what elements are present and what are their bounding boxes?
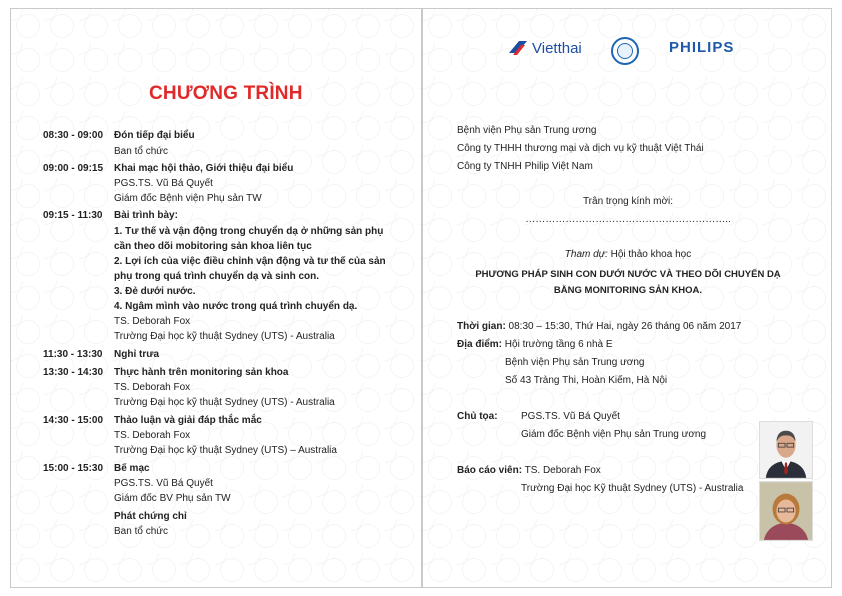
event-title-line1: PHƯƠNG PHÁP SINH CON DƯỚI NƯỚC VÀ THEO DÕI CHUYỂN DẠ xyxy=(475,269,781,280)
agenda-line: Ban tổ chức xyxy=(114,526,168,537)
agenda-heading: Nghỉ trưa xyxy=(114,349,160,360)
greeting: Trân trọng kính mời: xyxy=(582,196,674,207)
time-slot: 14:30 - 15:00 xyxy=(43,415,104,426)
agenda-heading: Phát chứng chỉ xyxy=(114,511,187,522)
agenda-line: TS. Deborah Fox xyxy=(114,382,191,393)
time-slot: 08:30 - 09:00 xyxy=(43,130,104,141)
vietthai-wordmark: Vietthai xyxy=(532,39,582,57)
hospital-seal-icon xyxy=(611,37,639,65)
agenda-line: TS. Deborah Fox xyxy=(114,430,191,441)
speaker-label: Báo cáo viên: xyxy=(457,465,523,476)
host-line: Công ty THHH thương mại và dịch vụ kỹ thuật Việt Thái xyxy=(457,143,704,154)
agenda-line: PGS.TS. Vũ Bá Quyết xyxy=(114,478,213,489)
speaker-role: Trường Đại học Kỹ thuật Sydney (UTS) - Australia xyxy=(521,483,744,494)
agenda-line: TS. Deborah Fox xyxy=(114,316,191,327)
time-slot: 09:00 - 09:15 xyxy=(43,163,104,174)
chair-label: Chủ tọa: xyxy=(457,411,498,422)
chair-portrait xyxy=(759,421,813,479)
attend-value: Hội thảo khoa học xyxy=(607,249,692,260)
place-label: Địa điểm: xyxy=(457,339,503,350)
speaker-name: TS. Deborah Fox xyxy=(522,465,601,476)
attend-line xyxy=(423,247,833,263)
agenda-heading: Khai mạc hội thảo, Giới thiệu đại biểu xyxy=(114,163,294,174)
agenda-line: 3. Đẻ dưới nước. xyxy=(114,286,196,297)
host-line: Bệnh viện Phụ sản Trung ương xyxy=(457,125,597,136)
place-line: Số 43 Tràng Thi, Hoàn Kiếm, Hà Nội xyxy=(505,375,668,386)
chair-name: PGS.TS. Vũ Bá Quyết xyxy=(521,411,620,422)
agenda-heading: Thực hành trên monitoring sản khoa xyxy=(114,367,289,378)
vietthai-logo xyxy=(507,39,582,57)
time-slot: 13:30 - 14:30 xyxy=(43,367,104,378)
invitation-page xyxy=(422,8,832,588)
time-row xyxy=(457,319,741,335)
time-value: 08:30 – 15:30, Thứ Hai, ngày 26 tháng 06 năm 2017 xyxy=(505,321,742,332)
event-title-line2: BẰNG MONITORING SẢN KHOA. xyxy=(553,285,703,296)
agenda-line: Ban tổ chức xyxy=(114,146,168,157)
agenda-line: 1. Tư thế và vận động trong chuyển dạ ở những sản phụ xyxy=(114,226,384,237)
agenda-line: Giám đốc BV Phụ sản TW xyxy=(114,493,231,504)
attend-label: Tham dự: xyxy=(564,249,608,260)
agenda-line: cần theo dõi mobitoring sản khoa liên tục xyxy=(114,241,312,252)
chair-role: Giám đốc Bệnh viện Phụ sản Trung ương xyxy=(521,429,707,440)
program-page xyxy=(10,8,422,588)
agenda-line: Trường Đại học kỹ thuật Sydney (UTS) - Australia xyxy=(114,331,335,342)
agenda-heading: Bài trình bày: xyxy=(114,210,178,221)
place-row xyxy=(457,337,613,353)
agenda-line: phụ trong quá trình chuyển dạ và sinh con. xyxy=(114,271,320,282)
philips-logo: PHILIPS xyxy=(669,39,735,56)
agenda-line: PGS.TS. Vũ Bá Quyết xyxy=(114,178,213,189)
agenda-heading: Thảo luận và giải đáp thắc mắc xyxy=(114,415,262,426)
time-slot: 15:00 - 15:30 xyxy=(43,463,104,474)
agenda-line: Trường Đại học kỹ thuật Sydney (UTS) - Australia xyxy=(114,397,335,408)
agenda-line: Trường Đại học kỹ thuật Sydney (UTS) – Australia xyxy=(114,445,337,456)
agenda-line: Giám đốc Bệnh viện Phụ sản TW xyxy=(114,193,262,204)
agenda-line: 4. Ngâm mình vào nước trong quá trình chuyển dạ. xyxy=(114,301,358,312)
speaker-row xyxy=(457,463,601,479)
time-slot: 09:15 - 11:30 xyxy=(43,210,103,221)
time-label: Thời gian: xyxy=(457,321,506,332)
guest-name-blank: …………………………………………………….. xyxy=(525,214,731,225)
speaker-portrait xyxy=(759,481,813,541)
place-line: Bệnh viện Phụ sản Trung ương xyxy=(505,357,645,368)
agenda-heading: Bế mạc xyxy=(114,463,150,474)
program-title: CHƯƠNG TRÌNH xyxy=(149,83,303,104)
agenda-line: 2. Lợi ích của việc điều chỉnh vận động và tư thế của sản xyxy=(114,256,386,267)
time-slot: 11:30 - 13:30 xyxy=(43,349,103,360)
vietthai-mark-icon xyxy=(507,39,529,57)
host-line: Công ty TNHH Philip Việt Nam xyxy=(457,161,593,172)
agenda-heading: Đón tiếp đại biểu xyxy=(114,130,195,141)
place-value: Hội trường tầng 6 nhà E xyxy=(502,339,613,350)
